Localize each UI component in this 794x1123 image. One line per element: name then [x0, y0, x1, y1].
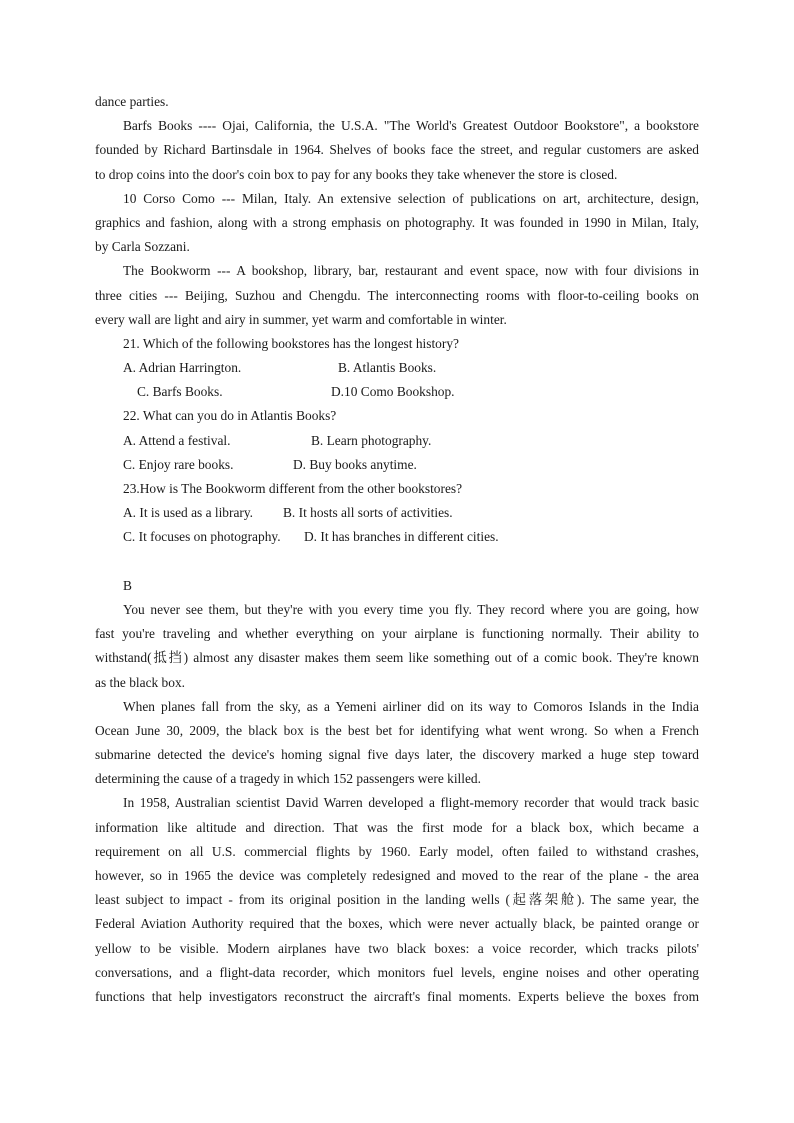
text-line: requirement on all U.S. commercial flights by 1960. Early model, often failed to withstand crashes,: [95, 843, 699, 859]
option-a: A. It is used as a library.: [123, 505, 254, 521]
text-line: yellow to be visible. Modern airplanes have two black boxes: a voice recorder, which tracks pilots': [95, 940, 699, 956]
text-line: 10 Corso Como --- Milan, Italy. An extensive selection of publications on art, architecture, design,: [123, 190, 699, 206]
text-line: three cities --- Beijing, Suzhou and Chengdu. The interconnecting rooms with floor-to-ceiling books on: [95, 287, 699, 303]
option-row: [95, 525, 699, 549]
text-line: as the black box.: [95, 674, 185, 690]
option-c: C. Enjoy rare books.: [123, 456, 234, 472]
question-stem: 23.How is The Bookworm different from the other bookstores?: [123, 481, 463, 496]
question-stem: 21. Which of the following bookstores has the longest history?: [123, 335, 459, 351]
text-line: founded by Richard Bartinsdale in 1964. Shelves of books face the street, and regular customers are asked: [95, 142, 699, 158]
text-line: however, so in 1965 the device was completely redesigned and moved to the rear of the plane - the area: [95, 868, 699, 883]
text-line: withstand(抵挡) almost any disaster makes them seem like something out of a comic book. They're known: [95, 650, 699, 666]
option-d: D.10 Como Bookshop.: [331, 384, 455, 400]
text-line: submarine detected the device's homing signal five days later, the discovery marked a huge step toward: [95, 747, 699, 763]
text-line: determining the cause of a tragedy in which 152 passengers were killed.: [95, 771, 481, 787]
text-line: Federal Aviation Authority required that the boxes, which were never actually black, be painted orange or: [95, 916, 699, 932]
text-line: information like altitude and direction. That was the first mode for a black box, which became a: [95, 819, 699, 835]
text-line: Ocean June 30, 2009, the black box is the best bet for identifying what went wrong. So when a French: [95, 722, 699, 738]
text-line: by Carla Sozzani.: [95, 239, 190, 255]
text-line: least subject to impact - from its original position in the landing wells (起落架舱). The same year, the: [95, 892, 699, 908]
text-line: functions that help investigators reconstruct the aircraft's final moments. Experts believe the boxes from: [95, 988, 699, 1004]
paragraph-b3: [95, 791, 699, 1009]
question-stem: 22. What can you do in Atlantis Books?: [123, 408, 337, 424]
option-c: C. Barfs Books.: [137, 384, 223, 400]
paragraph-barfs-books: [95, 114, 699, 187]
option-row: [95, 380, 699, 404]
option-row: [95, 356, 699, 380]
paragraph-bookworm: [95, 259, 699, 332]
option-d: D. Buy books anytime.: [293, 456, 417, 472]
option-a: A. Attend a festival.: [123, 432, 231, 448]
option-row: [95, 453, 699, 477]
option-b: B. Learn photography.: [311, 432, 432, 448]
paragraph-b2: [95, 695, 699, 792]
passage-a-continuation: dance parties.: [95, 94, 169, 109]
option-row: [95, 501, 699, 525]
document-page: [95, 90, 699, 1009]
text-line: graphics and fashion, along with a strong emphasis on photography. It was founded in 1990 in Milan, Italy,: [95, 214, 699, 230]
option-b: B. It hosts all sorts of activities.: [283, 505, 453, 521]
text-line: You never see them, but they're with you every time you fly. They record where you are going, how: [123, 601, 699, 617]
text-line: to drop coins into the door's coin box to pay for any books they take whenever the store is closed.: [95, 166, 618, 182]
option-a: A. Adrian Harrington.: [123, 360, 242, 376]
text-line: The Bookworm --- A bookshop, library, bar, restaurant and event space, now with four divisions in: [123, 263, 699, 279]
question-22: [95, 404, 699, 477]
text-line: Barfs Books ---- Ojai, California, the U.S.A. "The World's Greatest Outdoor Bookstore", a bookstore: [123, 118, 699, 134]
paragraph-corso-como: [95, 187, 699, 260]
option-row: [95, 429, 699, 453]
text-line: conversations, and a flight-data recorder, which monitors fuel levels, engine noises and other operating: [95, 964, 699, 980]
option-d: D. It has branches in different cities.: [304, 529, 499, 545]
text-line: When planes fall from the sky, as a Yemeni airliner did on its way to Comoros Islands in the India: [123, 698, 699, 714]
text-line: In 1958, Australian scientist David Warren developed a flight-memory recorder that would track basic: [123, 795, 699, 811]
text-line: fast you're traveling and whether everything on your airplane is functioning normally. Their ability to: [95, 626, 699, 642]
question-23: [95, 477, 699, 550]
text-line: every wall are light and airy in summer, yet warm and comfortable in winter.: [95, 311, 507, 327]
blank-line: [95, 550, 699, 574]
paragraph-b1: [95, 598, 699, 695]
question-21: [95, 332, 699, 405]
section-heading-b: B: [123, 577, 132, 593]
option-b: B. Atlantis Books.: [338, 360, 437, 376]
option-c: C. It focuses on photography.: [123, 529, 281, 545]
